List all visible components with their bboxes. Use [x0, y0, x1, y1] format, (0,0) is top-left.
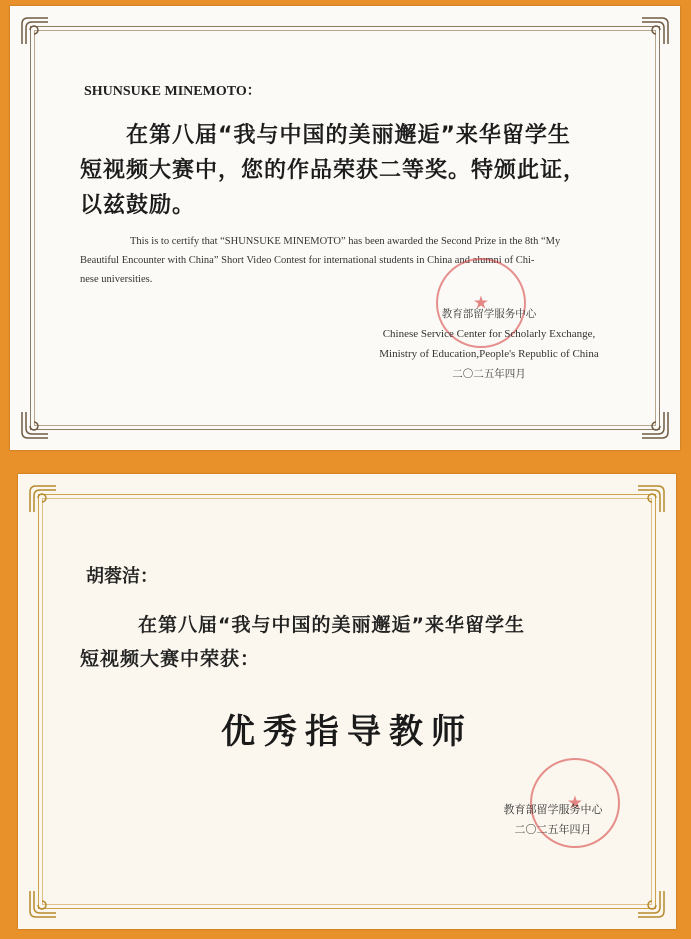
- chinese-citation: [80, 608, 640, 676]
- citation-line: 在第八届“我与中国的美丽邂逅”来华留学生: [138, 614, 525, 636]
- issue-date: 二〇二五年四月: [514, 823, 592, 836]
- corner-ornament-icon: [20, 16, 50, 46]
- recipient-name: SHUNSUKE MINEMOTO：: [84, 84, 261, 99]
- citation-line: nese universities.: [80, 274, 153, 285]
- citation-line: This is to certify that “SHUNSUKE MINEMOTO” has been awarded the Second Prize in the 8th “My: [130, 236, 561, 247]
- corner-ornament-icon: [28, 484, 58, 514]
- issue-date: 二〇二五年四月: [452, 368, 526, 380]
- corner-ornament-icon: [28, 889, 58, 919]
- corner-ornament-icon: [20, 410, 50, 440]
- recipient-name: 胡蓉洁：: [86, 566, 158, 587]
- issuer-block: [478, 800, 628, 840]
- citation-line: 在第八届“我与中国的美丽邂逅”来华留学生: [126, 123, 571, 148]
- issuer-english-line: Chinese Service Center for Scholarly Exchange,: [382, 328, 596, 340]
- citation-line: 短视频大赛中荣获：: [80, 648, 261, 670]
- certificate-excellent-instructor: [18, 474, 676, 929]
- chinese-citation: [80, 118, 640, 223]
- citation-line: 短视频大赛中，您的作品荣获二等奖。特颁此证，: [80, 158, 587, 183]
- corner-ornament-icon: [636, 889, 666, 919]
- corner-ornament-icon: [640, 410, 670, 440]
- english-citation: [80, 232, 630, 289]
- certificate-frame: [38, 494, 656, 909]
- issuer-block: [354, 304, 624, 384]
- certificate-second-prize: [10, 6, 680, 450]
- citation-line: 以兹鼓励。: [80, 193, 196, 218]
- award-title: 优秀指导教师: [221, 712, 473, 752]
- citation-line: Beautiful Encounter with China” Short Video Contest for international students in China and alumni of Chi-: [80, 255, 535, 266]
- corner-ornament-icon: [636, 484, 666, 514]
- corner-ornament-icon: [640, 16, 670, 46]
- issuer-chinese: 教育部留学服务中心: [503, 803, 603, 816]
- issuer-chinese: 教育部留学服务中心: [441, 308, 537, 320]
- issuer-english-line: Ministry of Education,People's Republic of China: [379, 348, 599, 360]
